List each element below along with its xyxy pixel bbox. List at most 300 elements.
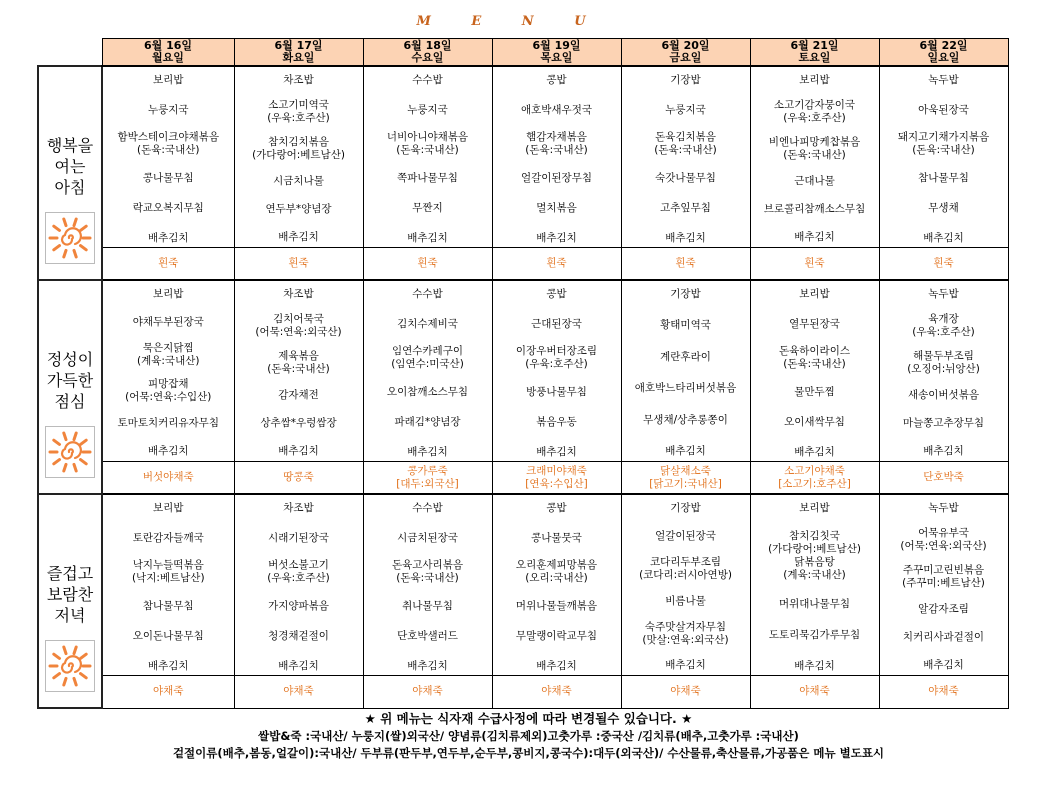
- dish-name: 배추김치: [278, 231, 319, 244]
- menu-item: [103, 378, 234, 404]
- dish-name: 콩밥: [546, 73, 567, 86]
- menu-cell: [234, 280, 363, 494]
- menu-item: [103, 657, 234, 675]
- dish-name: 브로콜리참깨소스무침: [763, 203, 866, 216]
- menu-item: [235, 285, 363, 303]
- menu-item: [622, 71, 750, 89]
- porridge-item: [622, 461, 750, 493]
- dish-name: 김치어묵국: [273, 313, 324, 326]
- meal-name-line: 아침: [54, 178, 86, 197]
- dish-name: 연두부*양념장: [265, 203, 332, 216]
- dish-name: 돈육김치볶음: [655, 131, 716, 143]
- porridge-item: [493, 461, 621, 493]
- day-header-row: [38, 39, 1008, 67]
- menu-item: [880, 527, 1008, 553]
- dish-name: 락교오복지무침: [132, 201, 204, 214]
- dish-name: 기장밥: [670, 73, 701, 86]
- menu-item: [493, 101, 621, 119]
- menu-item: [364, 285, 492, 303]
- menu-cell: [879, 494, 1008, 708]
- dish-name: 아욱된장국: [918, 103, 969, 116]
- dish-name: 차조밥: [283, 73, 314, 86]
- dish-name: 육개장: [928, 313, 959, 326]
- dish-name: 보리밥: [153, 73, 184, 86]
- meal-name-line: 가득한: [46, 371, 94, 390]
- dish-name: 무짠지: [412, 201, 443, 214]
- dish-name: 너비아니야채볶음: [386, 131, 469, 143]
- porridge-origin: [닭고기:국내산]: [649, 477, 722, 490]
- menu-item: [622, 527, 750, 545]
- dish-name: 비엔나피망케찹볶음: [768, 135, 861, 148]
- menu-item: [880, 443, 1008, 461]
- menu-item: [493, 285, 621, 303]
- menu-item: [364, 657, 492, 675]
- dish-origin: (우육:호주산): [525, 358, 588, 370]
- menu-item: [364, 627, 492, 645]
- dish-name: 야채두부된장국: [132, 315, 204, 328]
- porridge-name: 흰죽: [288, 257, 309, 269]
- dish-name: 참나물무침: [142, 599, 194, 612]
- menu-item: [493, 559, 621, 585]
- porridge-item: [103, 675, 234, 707]
- dish-name: 배추김치: [147, 231, 189, 244]
- dish-name: 머위대나물무침: [778, 597, 850, 610]
- dish-name: 애호박새우젓국: [520, 103, 592, 116]
- dish-name: 감자채전: [278, 388, 319, 401]
- porridge-name: 소고기야채죽: [784, 464, 845, 477]
- menu-item: [235, 350, 363, 376]
- porridge-name: 크래미야채죽: [526, 464, 587, 477]
- dish-name: 배추김치: [665, 659, 706, 672]
- dish-origin: (돈육:국내산): [525, 144, 588, 156]
- menu-cell: [363, 66, 492, 280]
- dish-name: 애호박느타리버섯볶음: [634, 382, 737, 395]
- menu-item: [493, 443, 621, 461]
- menu-item: [880, 415, 1008, 433]
- dish-name: 배추김치: [407, 445, 448, 458]
- menu-item: [751, 285, 879, 303]
- menu-item: [751, 499, 879, 517]
- porridge-item: [364, 247, 492, 279]
- meal-name-line: 저녁: [54, 606, 86, 625]
- menu-item: [364, 413, 492, 431]
- porridge-name: 야채죽: [283, 685, 314, 697]
- dish-name: 돼지고기채가지볶음: [897, 131, 990, 143]
- menu-item: [364, 315, 492, 333]
- menu-item: [880, 657, 1008, 675]
- menu-item: [103, 443, 234, 461]
- dish-name: 배추김치: [278, 445, 319, 458]
- menu-item: [880, 600, 1008, 618]
- day-weekday: 월요일: [152, 51, 184, 64]
- menu-item: [235, 136, 363, 162]
- dish-name: 배추김치: [665, 231, 706, 244]
- menu-item: [751, 315, 879, 333]
- porridge-name: 버섯야채죽: [142, 471, 194, 483]
- dish-name: 보리밥: [153, 287, 184, 300]
- meal-name: [39, 563, 101, 626]
- menu-item: [880, 229, 1008, 247]
- dish-origin: (돈육:국내산): [396, 572, 459, 584]
- day-date: 6월 17일: [274, 39, 323, 52]
- meal-label: [38, 66, 102, 280]
- day-weekday: 수요일: [411, 51, 444, 64]
- menu-item: [751, 345, 879, 371]
- porridge-item: [364, 461, 492, 493]
- porridge-name: 흰죽: [158, 257, 179, 269]
- porridge-name: 땅콩죽: [283, 471, 314, 483]
- menu-item: [622, 199, 750, 217]
- menu-item: [235, 386, 363, 404]
- day-weekday: 일요일: [927, 51, 960, 64]
- dish-origin: (가다랑어:베트남산): [768, 543, 861, 555]
- meal-label: [38, 494, 102, 708]
- menu-cell: [492, 66, 621, 280]
- dish-name: 오이참깨소스무침: [386, 385, 469, 398]
- spiral-sun-icon: [45, 426, 95, 478]
- menu-cell: [363, 280, 492, 494]
- dish-name: 김치수제비국: [397, 317, 458, 330]
- porridge-item: [880, 675, 1008, 707]
- spiral-sun-icon: [45, 212, 95, 264]
- menu-item: [880, 564, 1008, 590]
- menu-item: [493, 597, 621, 615]
- menu-item: [622, 101, 750, 119]
- menu-item: [364, 383, 492, 401]
- porridge-item: [493, 675, 621, 707]
- menu-item: [364, 199, 492, 217]
- menu-item: [622, 556, 750, 582]
- dish-name: 근대나물: [794, 174, 835, 187]
- menu-item: [622, 285, 750, 303]
- dish-name: 기장밥: [670, 501, 701, 514]
- dish-name: 가지양파볶음: [268, 599, 329, 612]
- dish-name: 도토리묵김가루무침: [768, 628, 861, 641]
- menu-item: [622, 229, 750, 247]
- menu-item: [751, 99, 879, 125]
- dish-name: 비름나물: [665, 594, 706, 607]
- day-weekday: 화요일: [282, 51, 315, 64]
- dish-name: 기장밥: [670, 287, 701, 300]
- porridge-origin: [대두:외국산]: [396, 477, 459, 490]
- dish-name: 청경채겉절이: [268, 629, 329, 642]
- porridge-item: [103, 461, 234, 493]
- menu-item: [235, 71, 363, 89]
- menu-item: [364, 229, 492, 247]
- dish-name: 수수밥: [412, 73, 443, 86]
- menu-item: [880, 313, 1008, 339]
- day-date: 6월 19일: [532, 39, 581, 52]
- menu-item: [235, 229, 363, 247]
- dish-origin: (오징어:뉘앙산): [907, 362, 980, 375]
- menu-item: [493, 345, 621, 371]
- menu-item: [880, 169, 1008, 187]
- dish-name: 수수밥: [412, 287, 443, 300]
- porridge-origin: [소고기:호주산]: [778, 477, 851, 490]
- porridge-item: [622, 247, 750, 279]
- dish-origin: (계육:국내산): [783, 569, 846, 581]
- dish-name: 물만두찜: [794, 385, 835, 398]
- menu-item: [235, 443, 363, 461]
- dish-name: 참치김치볶음: [268, 135, 329, 148]
- menu-item: [493, 413, 621, 431]
- menu-item: [103, 597, 234, 615]
- dish-name: 단호박샐러드: [397, 629, 458, 642]
- dish-name: 함박스테이크야채볶음: [117, 131, 219, 143]
- dish-name: 계란후라이: [660, 350, 711, 363]
- menu-item: [751, 229, 879, 247]
- menu-item: [364, 345, 492, 371]
- meal-name-line: 여는: [54, 157, 86, 176]
- dish-origin: (어묵:연육:수입산): [125, 391, 212, 404]
- menu-item: [751, 136, 879, 162]
- dish-name: 배추김치: [923, 659, 964, 672]
- menu-cell: [234, 494, 363, 708]
- menu-item: [880, 199, 1008, 217]
- menu-item: [622, 499, 750, 517]
- menu-cell: [363, 494, 492, 708]
- menu-item: [364, 169, 492, 187]
- menu-cell: [879, 66, 1008, 280]
- menu-cell: [621, 494, 750, 708]
- dish-name: 배추김치: [923, 231, 964, 244]
- dish-name: 배추김치: [794, 231, 835, 244]
- dish-name: 배추김치: [536, 445, 577, 458]
- dish-name: 배추김치: [536, 231, 577, 244]
- dish-name: 누룽지국: [665, 103, 706, 116]
- porridge-name: 콩가루죽: [407, 464, 448, 477]
- dish-name: 차조밥: [283, 287, 314, 300]
- day-header: [621, 39, 750, 67]
- dish-name: 주꾸미고린빈볶음: [902, 563, 985, 576]
- dish-name: 콩나물뭇국: [531, 531, 582, 544]
- menu-item: [493, 383, 621, 401]
- origin-line-1: 쌀밥&죽 :국내산/ 누룽지(쌀)외국산/ 양념류(김치류제외)고춧가루 :중국산 /김치류(배추,고춧가루 :국내산): [258, 729, 799, 743]
- day-weekday: 목요일: [540, 51, 573, 64]
- menu-item: [103, 229, 234, 247]
- menu-item: [235, 415, 363, 433]
- day-header: [492, 39, 621, 67]
- dish-name: 제육볶음: [278, 349, 319, 362]
- menu-item: [364, 559, 492, 585]
- menu-item: [622, 657, 750, 675]
- dish-name: 배추김치: [147, 445, 189, 458]
- dish-origin: (돈육:국내산): [396, 144, 459, 156]
- dish-name: 마늘쫑고추장무침: [902, 417, 985, 430]
- dish-name: 고추잎무침: [660, 201, 711, 214]
- menu-item: [751, 172, 879, 190]
- dish-name: 콩나물무침: [142, 171, 194, 184]
- menu-item: [235, 201, 363, 219]
- dish-origin: (코다리:러시아연방): [639, 568, 732, 581]
- porridge-item: [880, 247, 1008, 279]
- dish-origin: (주꾸미:베트남산): [902, 576, 985, 589]
- menu-item: [751, 443, 879, 461]
- menu-item: [751, 626, 879, 644]
- dish-name: 배추김치: [794, 445, 835, 458]
- dish-origin: (낙지:베트남산): [131, 572, 205, 584]
- dish-origin: (돈육:국내산): [267, 362, 330, 375]
- dish-name: 콩밥: [546, 501, 567, 514]
- dish-name: 시금치된장국: [397, 531, 458, 544]
- menu-item: [103, 71, 234, 89]
- dish-name: 참나물무침: [918, 171, 969, 184]
- menu-item: [751, 657, 879, 675]
- menu-item: [880, 101, 1008, 119]
- menu-item: [493, 199, 621, 217]
- menu-item: [751, 595, 879, 613]
- day-date: 6월 16일: [143, 39, 193, 52]
- day-date: 6월 20일: [661, 39, 710, 52]
- dish-name: 참치김칫국: [789, 530, 840, 542]
- menu-item: [235, 172, 363, 190]
- dish-name: 햄감자채볶음: [526, 131, 587, 143]
- menu-cell: [621, 280, 750, 494]
- dish-name: 배추김치: [407, 231, 448, 244]
- meal-name: [39, 135, 101, 198]
- dish-name: 묵은지닭찜: [142, 341, 194, 354]
- dish-name: 무생채/상추롱쫑이: [643, 413, 728, 426]
- menu-item: [103, 415, 234, 433]
- menu-item: [364, 499, 492, 517]
- dish-name: 오리훈제피망볶음: [515, 559, 598, 571]
- dish-name: 돈육하이라이스: [778, 345, 850, 357]
- dish-name: 볶음우동: [536, 415, 577, 428]
- porridge-name: 닭살채소죽: [660, 464, 711, 477]
- menu-item: [622, 411, 750, 429]
- menu-item: [880, 499, 1008, 517]
- dish-name: 방풍나물무침: [526, 385, 587, 398]
- dish-name: 토마토치커리유자무침: [117, 417, 219, 430]
- change-notice: ★ 위 메뉴는 식자재 수급사정에 따라 변경될수 있습니다. ★: [364, 711, 693, 726]
- dish-name: 어묵유부국: [918, 527, 969, 540]
- porridge-item: [493, 247, 621, 279]
- menu-item: [493, 499, 621, 517]
- porridge-name: 야채죽: [799, 685, 830, 697]
- dish-name: 시래기된장국: [268, 531, 329, 544]
- dish-name: 얼갈이된장국: [655, 529, 716, 542]
- dish-origin: (우육:호주산): [267, 112, 330, 125]
- dish-name: 소고기감자뭉이국: [773, 99, 856, 112]
- menu-item: [364, 71, 492, 89]
- meal-name-line: 점심: [54, 392, 86, 411]
- menu-item: [622, 348, 750, 366]
- menu-item: [751, 383, 879, 401]
- dish-origin: (돈육:국내산): [654, 144, 717, 156]
- meal-name: [39, 349, 101, 412]
- dish-name: 취나물무침: [402, 599, 453, 612]
- menu-item: [364, 529, 492, 547]
- dish-origin: (어묵:연육:외국산): [900, 540, 987, 553]
- menu-cell: [492, 280, 621, 494]
- dish-name: 녹두밥: [928, 501, 959, 514]
- porridge-item: [235, 675, 363, 707]
- dish-name: 숙주맛살겨자무침: [644, 620, 727, 633]
- menu-item: [622, 592, 750, 610]
- dish-name: 배추김치: [536, 659, 577, 672]
- day-date: 6월 22일: [919, 39, 968, 52]
- dish-name: 코다리두부조림: [649, 555, 721, 568]
- day-header: [879, 39, 1008, 67]
- menu-item: [235, 597, 363, 615]
- menu-cell: [102, 494, 234, 708]
- dish-name: 돈육고사리볶음: [391, 559, 463, 571]
- menu-cell: [102, 280, 234, 494]
- menu-item: [364, 443, 492, 461]
- dish-name: 배추김치: [665, 445, 706, 458]
- weekly-menu-table: [37, 38, 1009, 709]
- menu-item: [364, 597, 492, 615]
- dish-name: 근대된장국: [531, 317, 582, 330]
- menu-item: [493, 627, 621, 645]
- menu-item: [103, 559, 234, 585]
- dish-origin: (돈육:국내산): [912, 144, 975, 156]
- dish-name: 멸치볶음: [536, 201, 577, 214]
- header-corner: [38, 39, 102, 67]
- porridge-item: [880, 461, 1008, 493]
- day-weekday: 토요일: [798, 51, 831, 64]
- dish-name: 무생채: [928, 201, 959, 214]
- menu-item: [103, 313, 234, 331]
- day-date: 6월 21일: [790, 39, 839, 52]
- menu-cell: [492, 494, 621, 708]
- menu-item: [622, 169, 750, 187]
- menu-item: [103, 285, 234, 303]
- menu-item: [103, 101, 234, 119]
- porridge-name: 흰죽: [546, 257, 567, 269]
- dish-origin: (오리:국내산): [525, 572, 588, 584]
- day-weekday: 금요일: [669, 51, 702, 64]
- porridge-name: 단호박죽: [923, 471, 964, 483]
- menu-title: M E N U: [416, 14, 604, 29]
- menu-item: [493, 71, 621, 89]
- porridge-item: [235, 247, 363, 279]
- menu-item: [751, 201, 879, 219]
- dish-name: 상추쌈*우렁쌈장: [260, 417, 337, 430]
- menu-item: [235, 627, 363, 645]
- meal-label: [38, 280, 102, 494]
- menu-item: [751, 71, 879, 89]
- dish-name: 보리밥: [799, 73, 830, 86]
- dish-name: 토란감자들깨국: [132, 531, 204, 544]
- day-header: [102, 39, 234, 67]
- dish-origin: (가다랑어:베트남산): [252, 148, 345, 161]
- dish-origin: (돈육:국내산): [137, 144, 200, 156]
- meal-row: [38, 280, 1008, 494]
- menu-cell: [750, 66, 879, 280]
- day-header: [363, 39, 492, 67]
- menu-item: [751, 530, 879, 582]
- dish-name: 수수밥: [412, 501, 443, 514]
- dish-name: 숙갓나물무침: [655, 171, 716, 184]
- menu-item: [880, 285, 1008, 303]
- menu-cell: [750, 494, 879, 708]
- dish-name: 배추김치: [407, 659, 448, 672]
- menu-item: [235, 313, 363, 339]
- porridge-item: [235, 461, 363, 493]
- menu-item: [103, 529, 234, 547]
- dish-name: 오이돈나물무침: [132, 629, 204, 642]
- dish-name: 쪽파나물무침: [397, 171, 458, 184]
- dish-name: 배추김치: [923, 445, 964, 458]
- menu-item: [235, 499, 363, 517]
- dish-name: 열무된장국: [789, 317, 840, 330]
- menu-item: [103, 627, 234, 645]
- menu-item: [622, 131, 750, 157]
- dish-name: 파래김*양념장: [394, 415, 461, 428]
- menu-item: [235, 657, 363, 675]
- porridge-item: [751, 247, 879, 279]
